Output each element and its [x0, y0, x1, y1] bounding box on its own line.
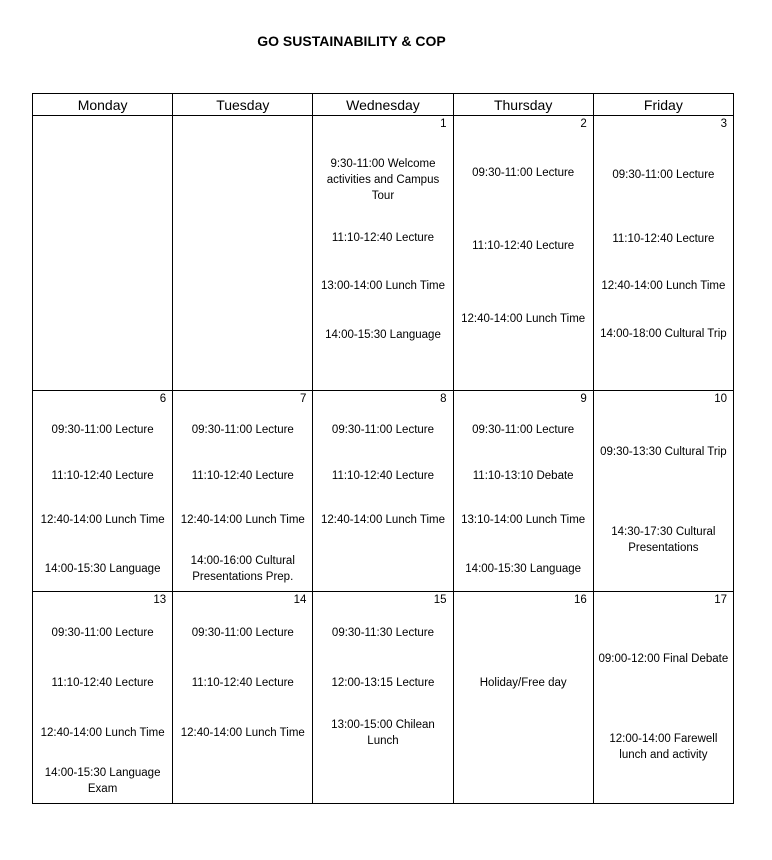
- day-cell-15: [313, 592, 453, 804]
- day-number: 6: [159, 393, 167, 405]
- schedule-event: 11:10-12:40 Lecture: [191, 470, 294, 482]
- schedule-event: 09:30-11:00 Lecture: [472, 424, 575, 436]
- schedule-event: 12:00-13:15 Lecture: [331, 677, 435, 689]
- schedule-event: 13:00-14:00 Lunch Time: [320, 280, 445, 292]
- day-number: 8: [440, 393, 447, 405]
- schedule-event: 12:40-14:00 Lunch Time: [180, 727, 305, 739]
- day-cell-10: [593, 391, 733, 592]
- schedule-event: 09:30-11:00 Lecture: [51, 627, 154, 639]
- schedule-event: 09:30-11:00 Lecture: [191, 627, 294, 639]
- day-number: 13: [153, 594, 167, 606]
- day-cell-7: [173, 391, 313, 592]
- schedule-event: 11:10-12:40 Lecture: [191, 677, 294, 689]
- day-cell-16: [453, 592, 593, 804]
- schedule-event: 11:10-12:40 Lecture: [331, 470, 435, 482]
- schedule-event: 09:30-11:00 Lecture: [612, 169, 715, 181]
- schedule-event: 09:30-11:00 Lecture: [472, 167, 575, 179]
- schedule-event: 12:40-14:00 Lunch Time: [180, 514, 305, 526]
- schedule-event: 11:10-13:10 Debate: [472, 470, 574, 482]
- day-cell-14: [173, 592, 313, 804]
- page-title: GO SUSTAINABILITY & COP: [257, 33, 446, 49]
- schedule-event: 11:10-12:40 Lecture: [51, 677, 154, 689]
- day-number: 10: [714, 393, 727, 405]
- schedule-event: 14:00-18:00 Cultural Trip: [600, 328, 727, 340]
- day-number: 2: [580, 118, 587, 130]
- day-cell-6: [33, 391, 173, 592]
- schedule-event: 9:30-11:00 Welcome activities and Campus Tour: [326, 158, 440, 202]
- day-cell-empty: [173, 116, 313, 391]
- schedule-event: 09:00-12:00 Final Debate: [598, 653, 729, 665]
- schedule-event: 09:30-11:00 Lecture: [51, 424, 154, 436]
- schedule-event: 09:30-13:30 Cultural Trip: [600, 446, 727, 458]
- schedule-event: 14:00-15:30 Language: [465, 563, 582, 575]
- schedule-event: 14:30-17:30 Cultural Presentations: [611, 526, 716, 554]
- header-tuesday: Tuesday: [173, 94, 313, 116]
- schedule-event: 14:00-15:30 Language Exam: [44, 767, 161, 795]
- day-cell-3: [593, 116, 733, 391]
- day-number: 15: [433, 594, 447, 606]
- schedule-event: 14:00-15:30 Language: [44, 563, 161, 575]
- schedule-event: 12:00-14:00 Farewell lunch and activity: [609, 733, 718, 761]
- schedule-event: Holiday/Free day: [479, 677, 567, 689]
- week-row-2: [33, 391, 734, 592]
- schedule-event: 12:40-14:00 Lunch Time: [40, 514, 165, 526]
- header-wednesday: Wednesday: [313, 94, 453, 116]
- schedule-event: 09:30-11:00 Lecture: [331, 424, 435, 436]
- header-monday: Monday: [33, 94, 173, 116]
- week-row-1: [33, 116, 734, 391]
- schedule-event: 09:30-11:30 Lecture: [331, 627, 435, 639]
- day-number: 3: [720, 118, 727, 130]
- day-cell-17: [593, 592, 733, 804]
- schedule-event: 11:10-12:40 Lecture: [472, 240, 575, 252]
- day-cell-empty: [33, 116, 173, 391]
- weekday-header-row: [33, 94, 734, 116]
- day-cell-1: [313, 116, 453, 391]
- schedule-event: 14:00-15:30 Language: [325, 329, 441, 341]
- schedule-event: 14:00-16:00 Cultural Presentations Prep.: [190, 555, 295, 583]
- weekly-schedule-table: [32, 93, 734, 804]
- day-number: 9: [580, 393, 587, 405]
- day-number: 14: [293, 594, 307, 606]
- day-cell-8: [313, 391, 453, 592]
- schedule-event: 11:10-12:40 Lecture: [612, 233, 715, 245]
- day-cell-13: [33, 592, 173, 804]
- day-cell-2: [453, 116, 593, 391]
- day-number: 17: [714, 594, 727, 606]
- day-number: 16: [573, 594, 587, 606]
- schedule-event: 12:40-14:00 Lunch Time: [601, 280, 726, 292]
- schedule-event: 09:30-11:00 Lecture: [191, 424, 294, 436]
- day-cell-9: [453, 391, 593, 592]
- schedule-event: 11:10-12:40 Lecture: [51, 470, 154, 482]
- week-row-3: [33, 592, 734, 804]
- schedule-event: 12:40-14:00 Lunch Time: [320, 514, 445, 526]
- header-friday: Friday: [593, 94, 733, 116]
- day-number: 7: [299, 393, 307, 405]
- header-thursday: Thursday: [453, 94, 593, 116]
- day-number: 1: [440, 118, 447, 130]
- schedule-event: 12:40-14:00 Lunch Time: [461, 313, 586, 325]
- schedule-event: 13:00-15:00 Chilean Lunch: [331, 719, 435, 747]
- schedule-event: 12:40-14:00 Lunch Time: [40, 727, 165, 739]
- schedule-event: 11:10-12:40 Lecture: [331, 232, 435, 244]
- schedule-event: 13:10-14:00 Lunch Time: [461, 514, 586, 526]
